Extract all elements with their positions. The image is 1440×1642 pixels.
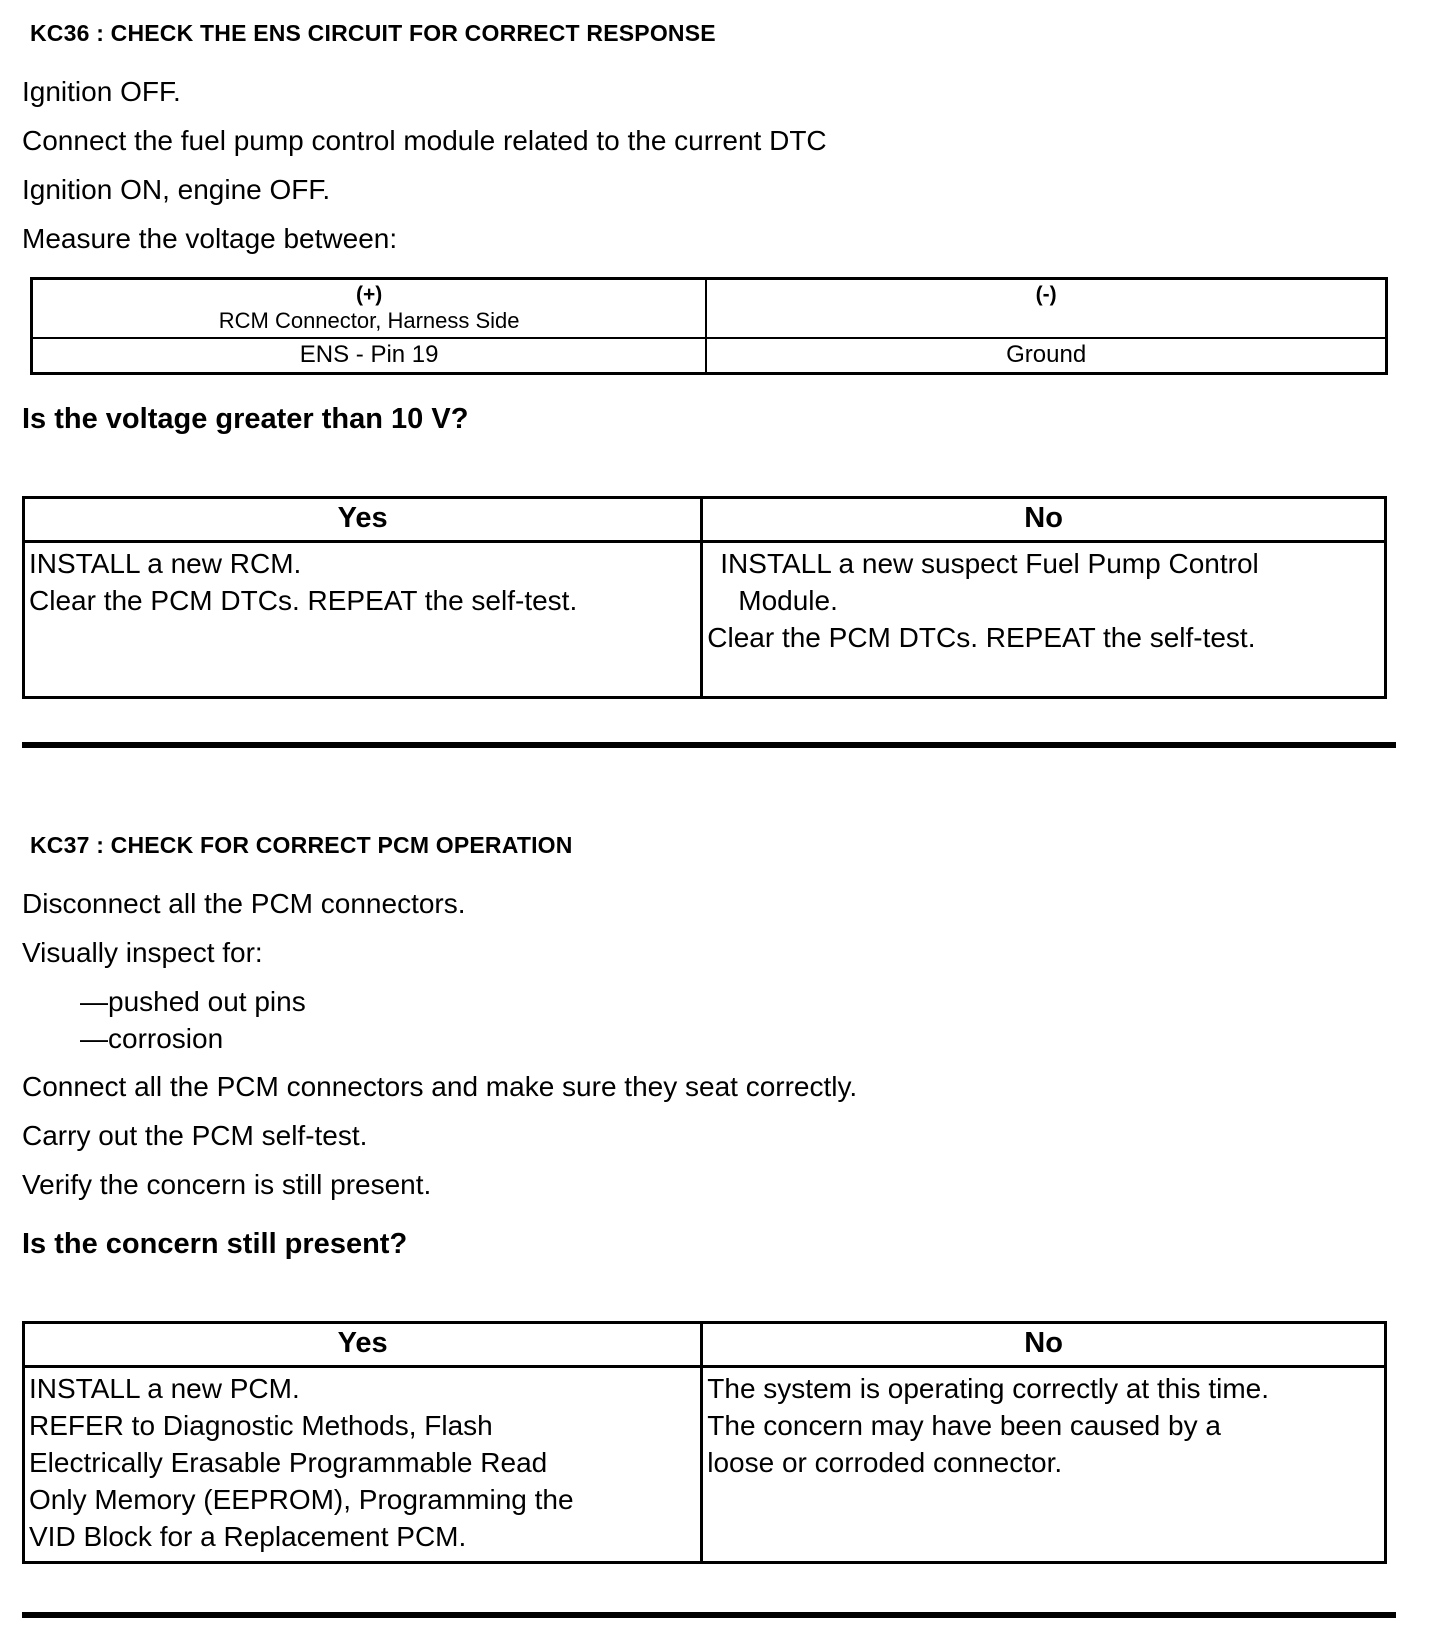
section-kc36 xyxy=(22,20,1416,699)
no-action-line: The concern may have been caused by a xyxy=(707,1410,1221,1441)
measurement-plus-header-cell xyxy=(32,279,707,339)
kc37-result-table xyxy=(22,1321,1387,1564)
kc37-step-connect: Connect all the PCM connectors and make sure they seat correctly. xyxy=(22,1071,858,1102)
kc36-step-ignition-off: Ignition OFF. xyxy=(22,76,181,107)
no-action-line: loose or corroded connector. xyxy=(707,1447,1063,1478)
yes-action-line: VID Block for a Replacement PCM. xyxy=(29,1521,467,1552)
measurement-value-row xyxy=(32,338,1387,374)
kc37-bullet-corrosion: —corrosion xyxy=(80,1023,224,1054)
kc36-step-measure-voltage: Measure the voltage between: xyxy=(22,223,398,254)
yes-header: Yes xyxy=(24,1323,702,1367)
kc37-bullet-pushed-out-pins: —pushed out pins xyxy=(80,986,306,1017)
measurement-minus-header-cell xyxy=(706,279,1386,339)
kc37-step-inspect: Visually inspect for: xyxy=(22,937,263,968)
kc36-question: Is the voltage greater than 10 V? xyxy=(22,403,469,435)
kc36-heading: KC36 : CHECK THE ENS CIRCUIT FOR CORRECT RESPONSE xyxy=(30,20,716,46)
plus-pin-value: ENS - Pin 19 xyxy=(32,338,707,374)
kc37-step-verify: Verify the concern is still present. xyxy=(22,1169,432,1200)
no-header: No xyxy=(702,498,1386,542)
no-action-line: The system is operating correctly at this time. xyxy=(707,1373,1270,1404)
kc36-no-action-cell xyxy=(702,542,1386,698)
result-header-row xyxy=(24,498,1386,542)
yes-action-line: INSTALL a new PCM. xyxy=(29,1373,300,1404)
yes-action-line: Clear the PCM DTCs. REPEAT the self-test. xyxy=(29,585,578,616)
kc37-no-action-cell xyxy=(702,1367,1386,1563)
section-divider-rule xyxy=(22,742,1396,748)
kc37-question: Is the concern still present? xyxy=(22,1228,408,1260)
yes-header: Yes xyxy=(24,498,702,542)
kc37-step-disconnect: Disconnect all the PCM connectors. xyxy=(22,888,466,919)
kc37-step-self-test: Carry out the PCM self-test. xyxy=(22,1120,368,1151)
minus-ground-value: Ground xyxy=(706,338,1386,374)
result-body-row xyxy=(24,1367,1386,1563)
kc37-heading: KC37 : CHECK FOR CORRECT PCM OPERATION xyxy=(30,832,573,858)
kc37-yes-action-cell xyxy=(24,1367,702,1563)
result-body-row xyxy=(24,542,1386,698)
section-kc37 xyxy=(22,832,1416,1564)
yes-action-line: REFER to Diagnostic Methods, Flash xyxy=(29,1410,493,1441)
section-divider-rule xyxy=(22,1612,1396,1618)
measurement-header-row xyxy=(32,279,1387,339)
no-action-line: INSTALL a new suspect Fuel Pump Control xyxy=(720,548,1259,579)
kc36-yes-action-cell xyxy=(24,542,702,698)
plus-symbol-label: (+) xyxy=(356,283,383,306)
kc36-step-connect-module: Connect the fuel pump control module related to the current DTC xyxy=(22,125,827,156)
kc36-measurement-table xyxy=(30,277,1388,375)
no-action-line: Clear the PCM DTCs. REPEAT the self-test. xyxy=(707,622,1256,653)
yes-action-line: Only Memory (EEPROM), Programming the xyxy=(29,1484,574,1515)
yes-action-line: Electrically Erasable Programmable Read xyxy=(29,1447,548,1478)
no-header: No xyxy=(702,1323,1386,1367)
plus-connector-label: RCM Connector, Harness Side xyxy=(218,308,520,333)
yes-action-line: INSTALL a new RCM. xyxy=(29,548,302,579)
no-action-line: Module. xyxy=(738,585,838,616)
kc36-result-table xyxy=(22,496,1387,699)
kc36-step-ignition-on: Ignition ON, engine OFF. xyxy=(22,174,331,205)
minus-symbol-label: (-) xyxy=(1035,283,1057,306)
result-header-row xyxy=(24,1323,1386,1367)
